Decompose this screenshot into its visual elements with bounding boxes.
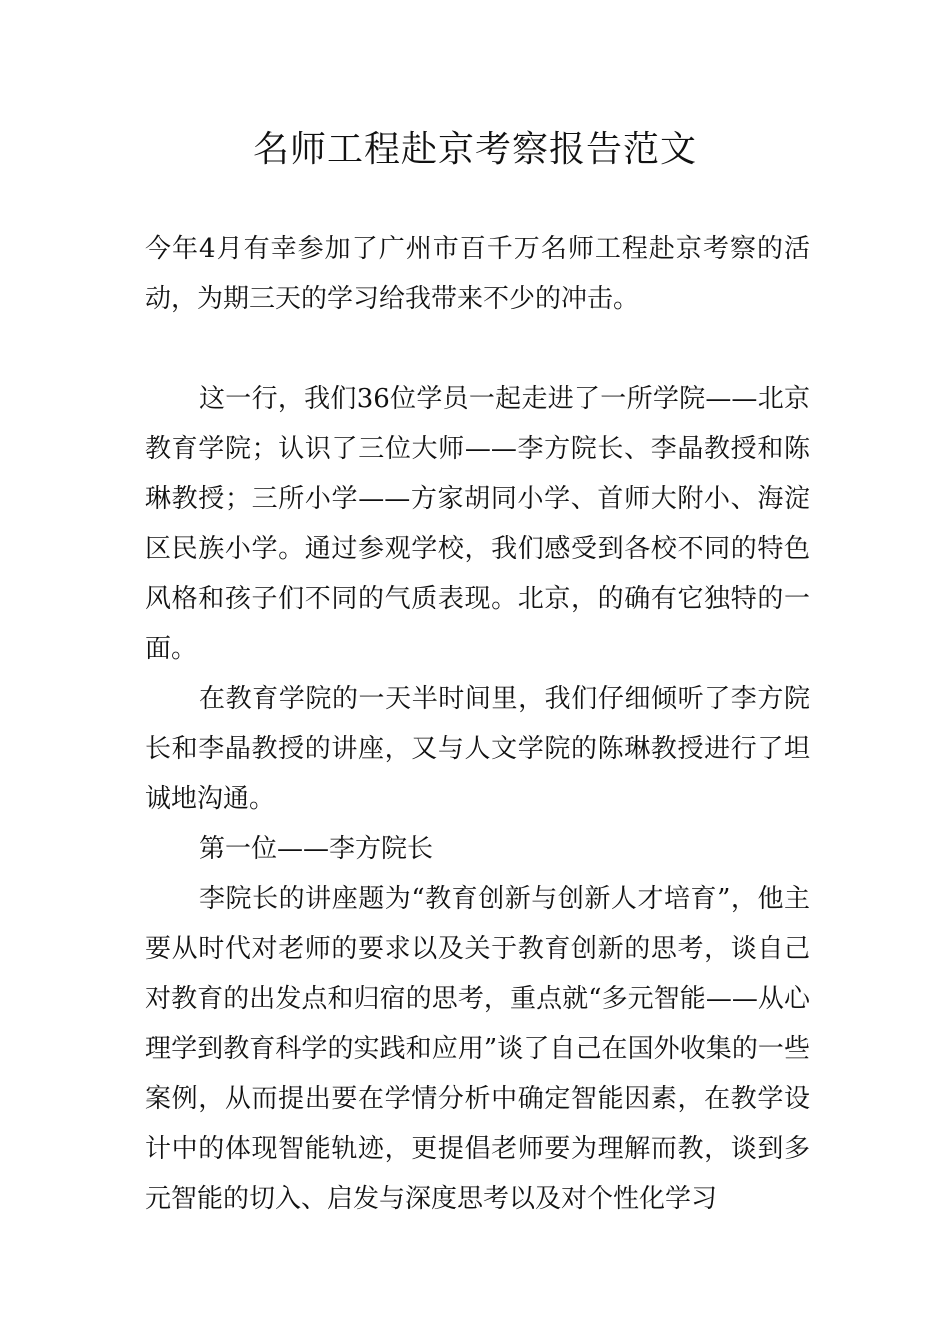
section-heading-first-speaker: 第一位——李方院长 <box>199 834 434 864</box>
paragraph-lecture-content: 李院长的讲座题为“教育创新与创新人才培育”，他主要从时代对老师的要求以及关于教育创新的思考，谈自己对教育的出发点和归宿的思考，重点就“多元智能——从心理学到教育科学的实践和应用”谈了自己在国外收集的一些案例，从而提出要在学情分析中确定智能因素，在教学设计中的体现智能轨迹，更提倡老师要为理解而教，谈到多元智能的切入、启发与深度思考以及对个性化学习 <box>145 884 810 1214</box>
paragraph-intro: 今年4月有幸参加了广州市百千万名师工程赴京考察的活动，为期三天的学习给我带来不少的冲击。 <box>145 234 810 314</box>
document-title: 名师工程赴京考察报告范文 <box>252 129 697 170</box>
paragraph-trip-overview: 这一行，我们36位学员一起走进了一所学院——北京教育学院；认识了三位大师——李方院长、李晶教授和陈琳教授；三所小学——方家胡同小学、首师大附小、海淀区民族小学。通过参观学校，我们感受到各校不同的特色风格和孩子们不同的气质表现。北京，的确有它独特的一面。 <box>145 384 810 664</box>
paragraph-college-lectures: 在教育学院的一天半时间里，我们仔细倾听了李方院长和李晶教授的讲座，又与人文学院的陈琳教授进行了坦诚地沟通。 <box>145 684 810 814</box>
document-body <box>145 224 810 1224</box>
